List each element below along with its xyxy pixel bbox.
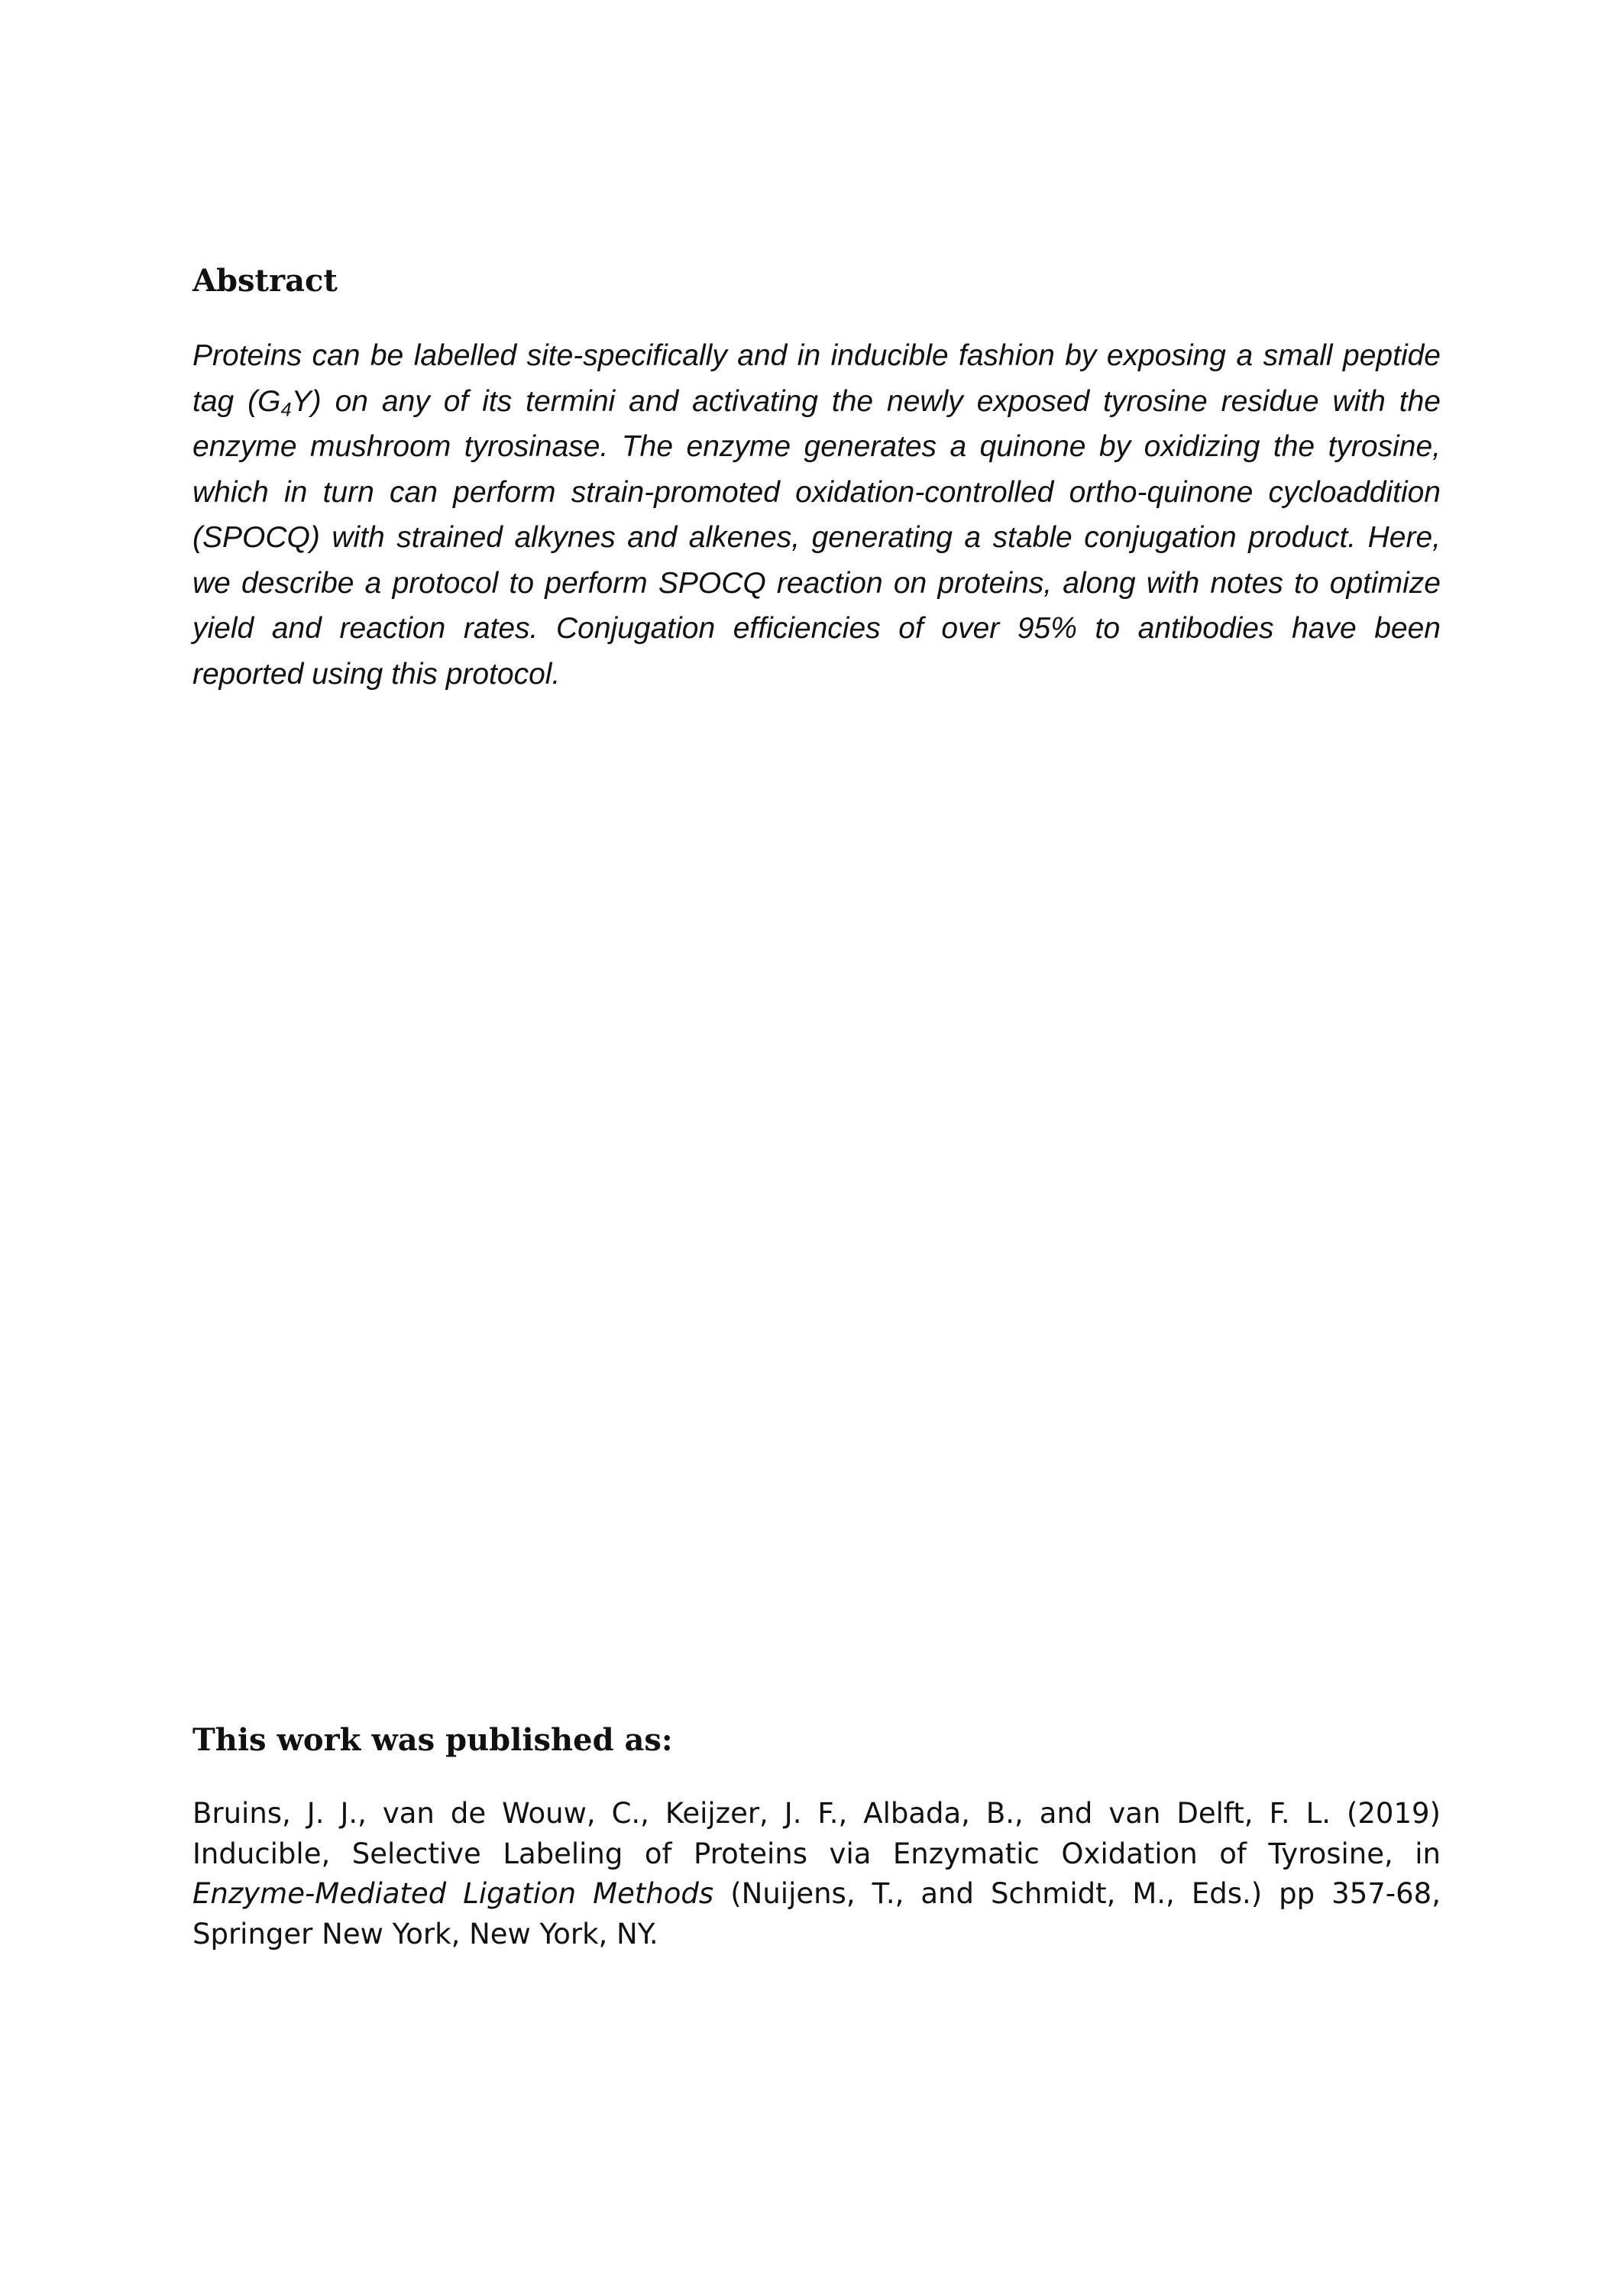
- abstract-text: [192, 333, 1441, 697]
- abstract-subscript: 4: [280, 398, 292, 420]
- citation: [192, 1794, 1441, 1954]
- citation-part2: (Nuijens, T., and Schmidt, M., Eds.) pp 357-68, Springer New York, New York, NY.: [192, 1877, 1441, 1950]
- abstract-text-part2: Y) on any of its termini and activating the newly exposed tyrosine residue with the enzyme mushroom tyrosinase. The enzyme generates a quinone by oxidizing the tyrosine, which in turn can perform strain-promoted oxidation-controlled ortho-quinone cycloaddition (SPOCQ) with strained alkynes and alkenes, generating a stable conjugation product. Here, we describe a protocol to perform SPOCQ reaction on proteins, along with notes to optimize yield and reaction rates. Conjugation efficiencies of over 95% to antibodies have been reported using this protocol.: [192, 384, 1441, 691]
- abstract-text-part1: Proteins can be labelled site-specifically and in inducible fashion by exposing a small peptide tag (G: [192, 339, 1441, 418]
- abstract-heading: Abstract: [192, 263, 338, 299]
- publication-heading: This work was published as:: [192, 1722, 673, 1758]
- citation-book-title: Enzyme-Mediated Ligation Methods: [192, 1877, 714, 1910]
- citation-part1: Bruins, J. J., van de Wouw, C., Keijzer, J. F., Albada, B., and van Delft, F. L. (2019) Inducible, Selective Labeling of Proteins via Enzymatic Oxidation of Tyrosine, in: [192, 1797, 1441, 1870]
